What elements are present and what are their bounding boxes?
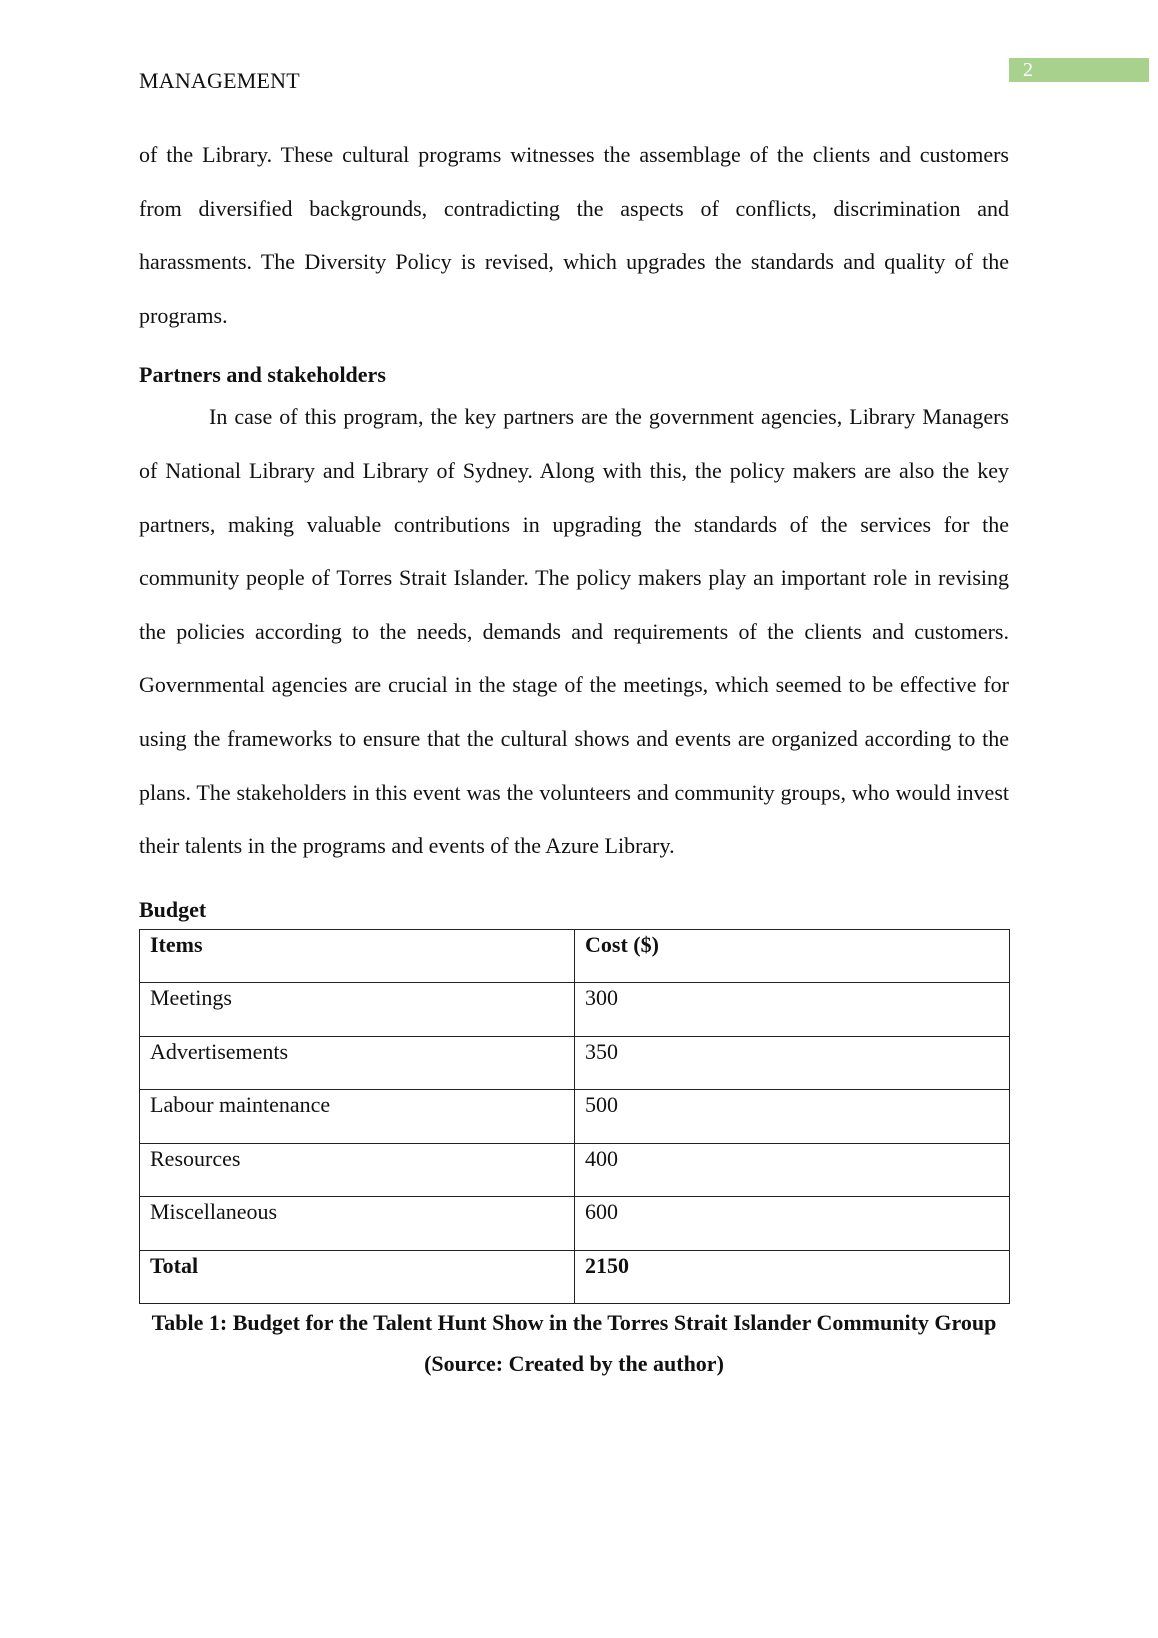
intro-paragraph: of the Library. These cultural programs witnesses the assemblage of the clients and customers from diversified backgrounds, contradicting the aspects of conflicts, discrimination and harassments. The Diversity Policy is revised, which upgrades the standards and quality of the programs. — [139, 142, 1009, 328]
table-caption: Table 1: Budget for the Talent Hunt Show in the Torres Strait Islander Community Group — [151, 1310, 997, 1336]
column-header-cost: Cost ($) — [575, 929, 1010, 983]
cost-cell: 300 — [575, 983, 1010, 1037]
partners-paragraph: In case of this program, the key partners are the government agencies, Library Managers of National Library and Library of Sydney. Along with this, the policy makers are also the key partners, making valuable contributions in upgrading the standards of the services for the community people of Torres Strait Islander. The policy makers play an important role in revising the policies according to the needs, demands and requirements of the clients and customers. Governmental agencies are crucial in the stage of the meetings, which seemed to be effective for using the frameworks to ensure that the cultural shows and events are organized according to the plans. The stakeholders in this event was the volunteers and community groups, who would invest their talents in the programs and events of the Azure Library. — [139, 404, 1009, 859]
table-row — [140, 1090, 1010, 1144]
item-cell: Resources — [140, 1143, 575, 1197]
cost-cell: 600 — [575, 1197, 1010, 1251]
table-row — [140, 1197, 1010, 1251]
item-cell: Advertisements — [140, 1036, 575, 1090]
column-header-items: Items — [140, 929, 575, 983]
budget-table — [139, 929, 1010, 1305]
table-source: (Source: Created by the author) — [424, 1351, 724, 1377]
item-cell: Labour maintenance — [140, 1090, 575, 1144]
total-label-cell: Total — [140, 1250, 575, 1304]
page-number: 2 — [1009, 58, 1149, 82]
table-row — [140, 983, 1010, 1037]
cost-cell: 350 — [575, 1036, 1010, 1090]
table-header-row — [140, 929, 1010, 983]
total-cost-cell: 2150 — [575, 1250, 1010, 1304]
running-head: MANAGEMENT — [139, 68, 300, 93]
item-cell: Miscellaneous — [140, 1197, 575, 1251]
document-body — [139, 128, 1009, 1378]
partners-heading: Partners and stakeholders — [139, 362, 386, 388]
cost-cell: 500 — [575, 1090, 1010, 1144]
total-row — [140, 1250, 1010, 1304]
table-row — [140, 1143, 1010, 1197]
item-cell: Meetings — [140, 983, 575, 1037]
cost-cell: 400 — [575, 1143, 1010, 1197]
budget-heading: Budget — [139, 896, 207, 922]
table-row — [140, 1036, 1010, 1090]
